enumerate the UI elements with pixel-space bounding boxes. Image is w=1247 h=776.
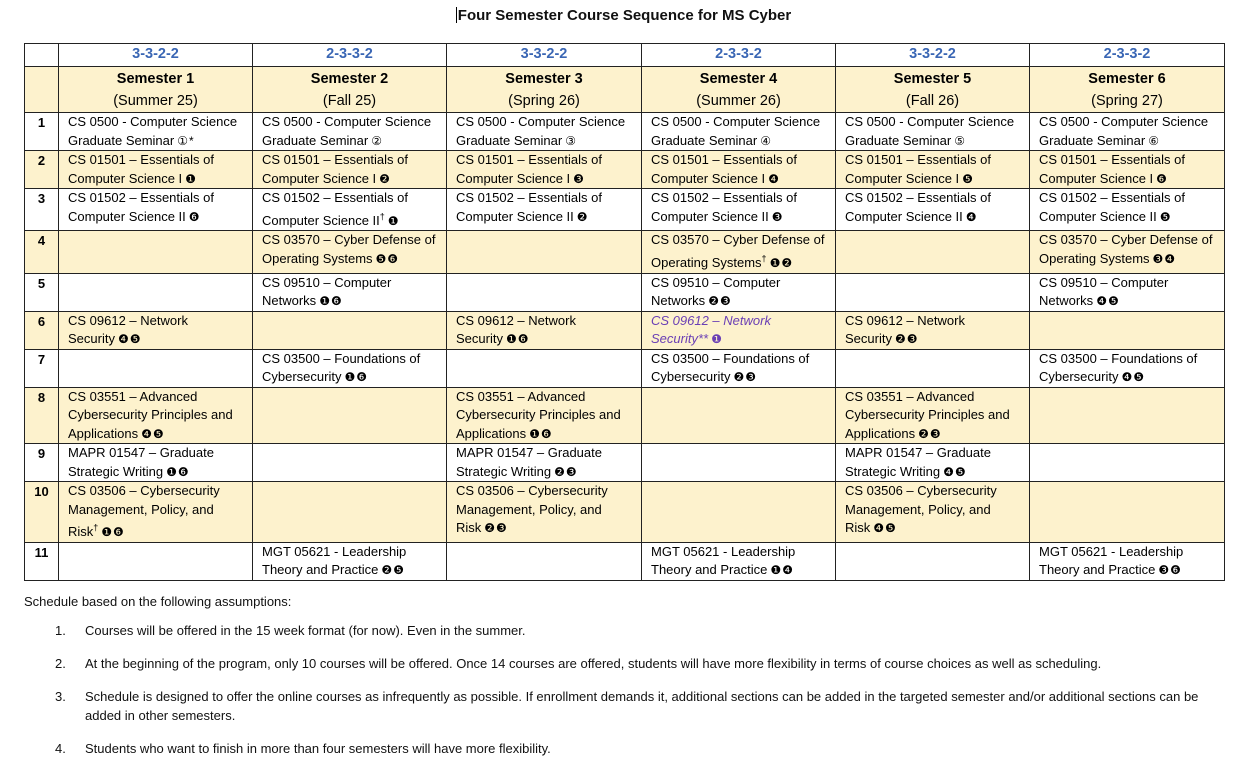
semester-term: (Summer 26) (696, 93, 781, 109)
online-course (651, 313, 771, 347)
course-title: CS 03506 – Cybersecurity Management, Policy, and Risk (68, 483, 220, 540)
course-title: MAPR 01547 – Graduate Strategic Writing (456, 445, 602, 479)
course-title: MGT 05621 - Leadership Theory and Practice (651, 543, 796, 578)
section-marker: ❺ (1159, 209, 1172, 224)
course-cell (253, 482, 447, 543)
section-marker: ❹ (768, 171, 780, 186)
course-title: CS 0500 - Computer Science Graduate Seminar (262, 114, 432, 148)
section-marker: ❻ (188, 209, 201, 224)
course (651, 232, 824, 270)
course-title: CS 03570 – Cyber Defense of Operating Systems (1039, 232, 1213, 266)
course-cell (59, 482, 253, 543)
course-title: CS 0500 - Computer Science Graduate Seminar (1039, 114, 1209, 148)
assumption-text: Students who want to finish in more than four semesters will have more flexibility. (85, 741, 551, 756)
course-cell (642, 151, 836, 189)
notes-intro: Schedule based on the following assumptions: (24, 594, 292, 609)
section-marker: ❶❻ (505, 332, 530, 347)
course-title: CS 0500 - Computer Science Graduate Seminar (845, 114, 1015, 148)
row-number: 2 (25, 151, 59, 189)
course-row (25, 113, 1225, 151)
row-number: 7 (25, 349, 59, 387)
course-title: CS 0500 - Computer Science Graduate Seminar (456, 114, 626, 148)
corner-cell (25, 44, 59, 67)
assumption-number: 1. (55, 623, 66, 638)
course-cell (447, 349, 642, 387)
course (262, 190, 408, 228)
assumptions-notes (24, 594, 1205, 772)
course-cell (836, 151, 1030, 189)
dagger-mark: † (93, 523, 99, 534)
course (68, 313, 188, 347)
course (1039, 114, 1208, 148)
course (651, 190, 797, 224)
section-marker: ⑥ (1148, 133, 1160, 148)
course-cell (253, 444, 447, 482)
course-cell (59, 311, 253, 349)
course-cell (1030, 444, 1225, 482)
section-marker: ❹❺ (1096, 294, 1120, 309)
course-cell (253, 542, 447, 580)
text-cursor (456, 7, 457, 23)
course-row (25, 482, 1225, 543)
course (845, 483, 997, 535)
section-marker: ❺ (962, 171, 974, 186)
course (845, 445, 991, 479)
section-marker: ❶ (185, 171, 197, 186)
course-title: CS 03500 – Foundations of Cybersecurity (262, 350, 421, 385)
section-marker: ❸ (573, 171, 585, 186)
course (1039, 351, 1197, 385)
course-cell (59, 542, 253, 580)
course-row (25, 349, 1225, 387)
course (456, 313, 576, 347)
document-title-text: Four Semester Course Sequence for MS Cyber (457, 7, 792, 24)
course-cell (59, 349, 253, 387)
course (262, 152, 408, 186)
section-marker: ❸❹ (1152, 251, 1177, 266)
course-cell (59, 273, 253, 311)
course (68, 114, 237, 148)
section-marker: ❷❸ (918, 426, 942, 441)
course (651, 351, 809, 385)
section-marker: ④ (760, 133, 772, 148)
course (68, 389, 233, 441)
semester-header (447, 67, 642, 113)
row-number: 11 (25, 542, 59, 580)
section-marker: ❶ (387, 213, 400, 228)
document-title (0, 7, 1247, 24)
course-row (25, 311, 1225, 349)
course-cell (836, 273, 1030, 311)
course (456, 483, 608, 535)
section-marker: ❹❺ (1121, 370, 1145, 385)
course-cell (642, 542, 836, 580)
course-cell (836, 444, 1030, 482)
course-cell (1030, 113, 1225, 151)
course (845, 152, 991, 186)
course (1039, 152, 1185, 186)
section-marker: ❷ (379, 171, 391, 186)
course-title: CS 01501 – Essentials of Computer Science I (262, 152, 408, 186)
course-cell (642, 387, 836, 444)
section-marker: ❷❸ (733, 370, 757, 385)
section-marker: ❻ (1156, 171, 1168, 186)
course-title: CS 01502 – Essentials of Computer Science II (68, 190, 214, 224)
section-marker: ❶❷ (769, 256, 794, 271)
course-title: CS 03506 – Cybersecurity Management, Policy, and Risk (845, 483, 997, 536)
course-cell (642, 189, 836, 231)
course (1039, 544, 1183, 578)
load-code-row (25, 44, 1225, 67)
course-title: CS 03570 – Cyber Defense of Operating Systems (651, 232, 825, 271)
course (68, 152, 214, 186)
semester-header-row (25, 67, 1225, 113)
course-title: MAPR 01547 – Graduate Strategic Writing (68, 445, 214, 479)
course (651, 275, 780, 309)
section-marker: ③ (565, 133, 577, 148)
course-title: CS 03500 – Foundations of Cybersecurity (651, 350, 810, 385)
section-marker: ❹❺ (943, 464, 967, 479)
course-cell (447, 231, 642, 273)
course-cell (836, 387, 1030, 444)
load-code: 3-3-2-2 (836, 44, 1030, 67)
section-marker: ❷❸ (894, 332, 919, 347)
corner-cell (25, 67, 59, 113)
course-cell (642, 349, 836, 387)
course-title: CS 09510 – Computer Networks (1039, 274, 1169, 309)
semester-name: Semester 5 (893, 71, 972, 87)
load-code: 2-3-3-2 (1030, 44, 1225, 67)
course-cell (1030, 231, 1225, 273)
course-title: CS 09612 – Network Security** (651, 312, 771, 347)
row-number: 5 (25, 273, 59, 311)
section-marker: ❶❹ (770, 563, 794, 578)
course-cell (642, 311, 836, 349)
course-title: CS 03506 – Cybersecurity Management, Policy, and Risk (456, 483, 608, 536)
course-title: CS 01502 – Essentials of Computer Science II (262, 190, 408, 228)
section-marker: ❶❻ (319, 294, 343, 309)
dagger-mark: † (761, 253, 767, 264)
semester-name: Semester 6 (1088, 71, 1166, 87)
course-row (25, 387, 1225, 444)
course-cell (447, 311, 642, 349)
course (262, 351, 420, 385)
course-title: CS 03551 – Advanced Cybersecurity Principles and Applications (68, 388, 233, 441)
course-schedule-table (24, 43, 1225, 581)
row-number: 10 (25, 482, 59, 543)
section-marker: ❷ (576, 209, 589, 224)
section-marker: ❶❻ (101, 525, 125, 540)
course-title: CS 09612 – Network Security (68, 312, 188, 347)
course-cell (836, 349, 1030, 387)
course-cell (1030, 482, 1225, 543)
course-row (25, 189, 1225, 231)
course (456, 389, 621, 441)
course-row (25, 151, 1225, 189)
section-marker: ⑤ (954, 133, 966, 148)
row-number: 8 (25, 387, 59, 444)
course-title: CS 03500 – Foundations of Cybersecurity (1039, 350, 1198, 385)
assumption-text: At the beginning of the program, only 10 courses will be offered. Once 14 courses are offered, students will have more flexibility in terms of course choices as well as scheduling. (85, 656, 1102, 671)
course-cell (1030, 273, 1225, 311)
row-number: 3 (25, 189, 59, 231)
section-marker: ❶ (711, 332, 723, 347)
semester-name: Semester 1 (116, 71, 195, 87)
course (262, 544, 406, 578)
section-marker: ❶❻ (529, 426, 553, 441)
course-cell (253, 231, 447, 273)
course-cell (642, 273, 836, 311)
course-cell (253, 151, 447, 189)
semester-name: Semester 2 (310, 71, 389, 87)
course-cell (836, 231, 1030, 273)
course-cell (59, 444, 253, 482)
semester-header (642, 67, 836, 113)
course (845, 313, 965, 347)
course-cell (1030, 542, 1225, 580)
semester-term: (Fall 26) (905, 93, 960, 109)
course-cell (1030, 387, 1225, 444)
course-cell (836, 311, 1030, 349)
course-cell (59, 113, 253, 151)
course-cell (253, 387, 447, 444)
semester-term: (Spring 27) (1091, 93, 1163, 109)
course (262, 114, 431, 148)
course-title: CS 0500 - Computer Science Graduate Seminar (651, 114, 821, 148)
course-cell (447, 151, 642, 189)
section-marker: ❸❻ (1158, 563, 1182, 578)
assumption-item (24, 621, 1205, 640)
course-cell (59, 231, 253, 273)
schedule-body (25, 44, 1225, 581)
load-code: 3-3-2-2 (59, 44, 253, 67)
course (456, 445, 602, 479)
semester-term: (Fall 25) (322, 93, 377, 109)
course (262, 232, 435, 266)
course-cell (59, 189, 253, 231)
course-row (25, 542, 1225, 580)
course-cell (642, 231, 836, 273)
semester-header (59, 67, 253, 113)
course (845, 389, 1010, 441)
course-cell (447, 113, 642, 151)
section-marker: ❶❻ (344, 370, 368, 385)
course (68, 483, 220, 539)
course-cell (1030, 311, 1225, 349)
course-cell (447, 542, 642, 580)
course-cell (1030, 189, 1225, 231)
row-number: 9 (25, 444, 59, 482)
course-title: CS 09510 – Computer Networks (262, 274, 392, 309)
course (1039, 232, 1212, 266)
section-marker: ❶❻ (166, 464, 190, 479)
course-title: CS 01501 – Essentials of Computer Science I (456, 152, 602, 186)
course-title: CS 09612 – Network Security (845, 312, 965, 347)
section-marker: ❷❺ (381, 563, 405, 578)
course-row (25, 444, 1225, 482)
load-code: 3-3-2-2 (447, 44, 642, 67)
course-cell (642, 444, 836, 482)
assumption-item (24, 654, 1205, 673)
load-code: 2-3-3-2 (642, 44, 836, 67)
load-code: 2-3-3-2 (253, 44, 447, 67)
course-title: CS 09510 – Computer Networks (651, 274, 781, 309)
course-title: MGT 05621 - Leadership Theory and Practice (262, 543, 407, 578)
course-cell (447, 273, 642, 311)
course (68, 445, 214, 479)
assumption-text: Schedule is designed to offer the online courses as infrequently as possible. If enrollment demands it, additional sections can be added in the targeted semester and/or additional sections can be added in other semesters. (85, 689, 1199, 723)
course-cell (59, 151, 253, 189)
course-cell (836, 113, 1030, 151)
course-title: CS 01501 – Essentials of Computer Science I (651, 152, 797, 186)
course (1039, 190, 1185, 224)
course-cell (447, 189, 642, 231)
semester-term: (Spring 26) (508, 93, 580, 109)
section-marker: ❷❸ (554, 464, 578, 479)
course-cell (59, 387, 253, 444)
section-marker: ❷❸ (484, 521, 508, 536)
course-cell (253, 349, 447, 387)
course (651, 544, 795, 578)
course-cell (1030, 349, 1225, 387)
assumption-item (24, 687, 1205, 725)
course (68, 190, 214, 224)
course-title: CS 0500 - Computer Science Graduate Seminar (68, 114, 238, 148)
course-cell (253, 189, 447, 231)
course-title: CS 09612 – Network Security (456, 312, 576, 347)
assumption-text: Courses will be offered in the 15 week format (for now). Even in the summer. (85, 623, 526, 638)
course (651, 114, 820, 148)
course-cell (447, 387, 642, 444)
course (262, 275, 391, 309)
assumption-item (24, 739, 1205, 758)
course-cell (642, 482, 836, 543)
course-cell (836, 542, 1030, 580)
section-marker: ❷❸ (708, 294, 732, 309)
assumption-number: 2. (55, 656, 66, 671)
section-marker: ❸ (771, 209, 784, 224)
assumption-number: 4. (55, 741, 66, 756)
course-title: CS 03551 – Advanced Cybersecurity Principles and Applications (845, 388, 1010, 441)
course-title: MGT 05621 - Leadership Theory and Practice (1039, 543, 1184, 578)
semester-header (836, 67, 1030, 113)
course-title: CS 01502 – Essentials of Computer Science II (456, 190, 602, 224)
course-cell (836, 189, 1030, 231)
course-title: CS 01501 – Essentials of Computer Science I (845, 152, 991, 186)
course (456, 114, 625, 148)
assumptions-list (24, 621, 1205, 758)
semester-name: Semester 3 (505, 71, 583, 87)
course (845, 190, 991, 224)
dagger-mark: † (379, 211, 385, 222)
course-title: CS 03551 – Advanced Cybersecurity Principles and Applications (456, 388, 621, 441)
section-marker: ② (371, 133, 383, 148)
course-title: CS 01501 – Essentials of Computer Science I (68, 152, 214, 186)
course-cell (253, 113, 447, 151)
course (1039, 275, 1168, 309)
assumption-number: 3. (55, 689, 66, 704)
course-row (25, 231, 1225, 273)
section-marker: ❹❺ (873, 521, 897, 536)
course-title: MAPR 01547 – Graduate Strategic Writing (845, 445, 991, 479)
row-number: 6 (25, 311, 59, 349)
course-cell (447, 482, 642, 543)
semester-header (253, 67, 447, 113)
semester-term: (Summer 25) (113, 93, 198, 109)
course-row (25, 273, 1225, 311)
course-cell (836, 482, 1030, 543)
section-marker: ❺❻ (375, 251, 400, 266)
course (456, 152, 602, 186)
course-cell (642, 113, 836, 151)
course-title: CS 01502 – Essentials of Computer Science II (651, 190, 797, 224)
course (651, 152, 797, 186)
course-cell (1030, 151, 1225, 189)
course (456, 190, 602, 224)
section-marker: ❹ (965, 209, 978, 224)
course-title: CS 01501 – Essentials of Computer Science I (1039, 152, 1185, 186)
section-marker: ❹❺ (141, 426, 165, 441)
course-title: CS 01502 – Essentials of Computer Science II (845, 190, 991, 224)
semester-name: Semester 4 (699, 71, 778, 87)
section-marker: ①* (177, 133, 195, 148)
row-number: 1 (25, 113, 59, 151)
semester-header (1030, 67, 1225, 113)
course-cell (253, 273, 447, 311)
course-title: CS 03570 – Cyber Defense of Operating Systems (262, 232, 436, 266)
course-cell (447, 444, 642, 482)
course-cell (253, 311, 447, 349)
row-number: 4 (25, 231, 59, 273)
section-marker: ❹❺ (117, 332, 142, 347)
course (845, 114, 1014, 148)
course-title: CS 01502 – Essentials of Computer Science II (1039, 190, 1185, 224)
